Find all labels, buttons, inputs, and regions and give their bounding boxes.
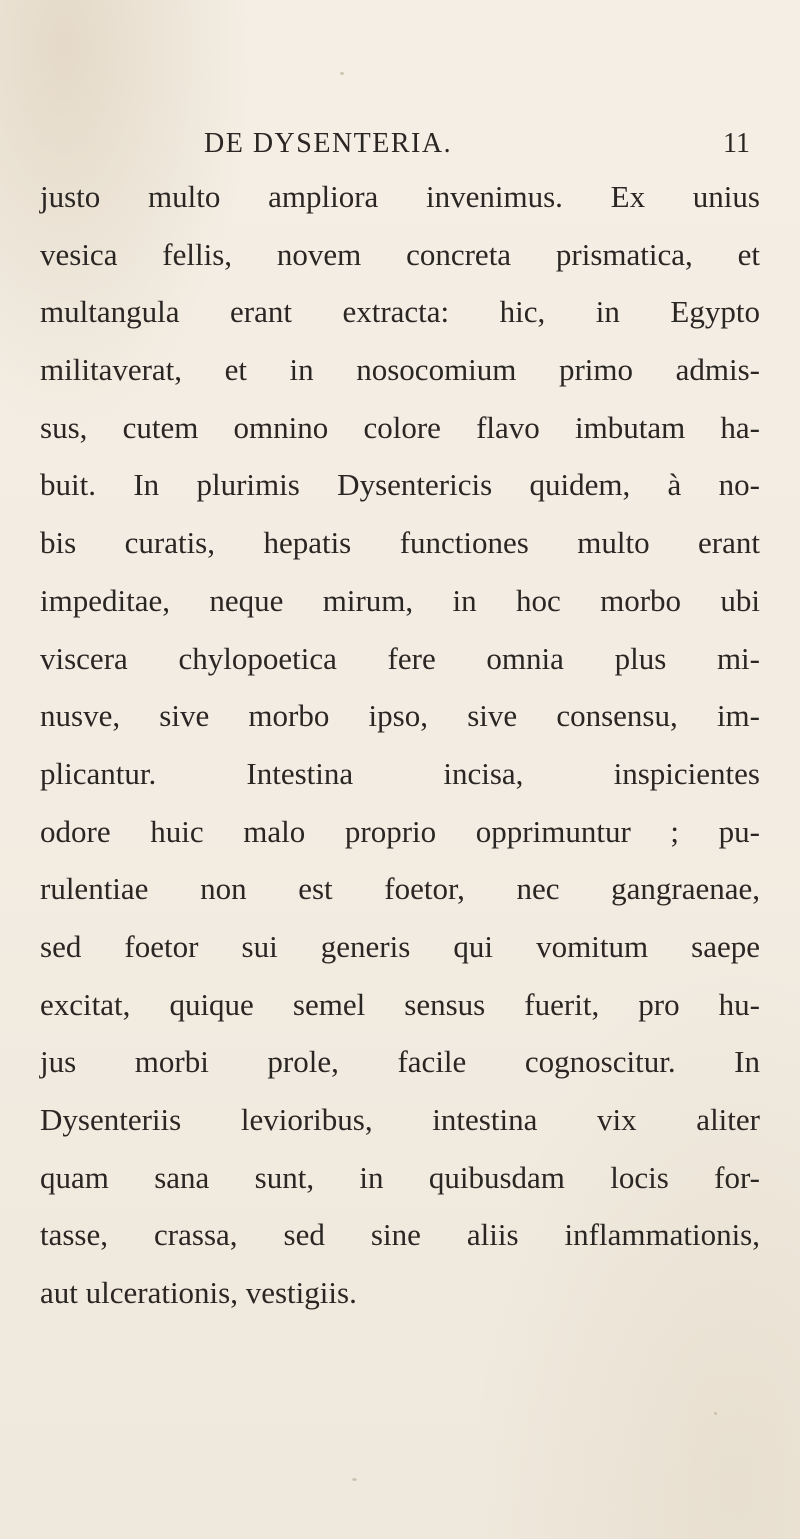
text-line-last: aut ulcerationis, vestigiis. — [40, 1275, 357, 1311]
text-line: tasse, crassa, sed sine aliis inflammationis, — [40, 1217, 760, 1253]
text-line: sed foetor sui generis qui vomitum saepe — [40, 928, 760, 964]
text-line: sus, cutem omnino colore flavo imbutam ha- — [40, 409, 760, 445]
text-line: militaverat, et in nosocomium primo admis- — [40, 352, 760, 388]
text-line: viscera chylopoetica fere omnia plus mi- — [40, 640, 760, 676]
paper-speck — [714, 1412, 717, 1415]
text-line: nusve, sive morbo ipso, sive consensu, im- — [40, 698, 760, 734]
running-head: DE DYSENTERIA. — [204, 128, 453, 159]
text-line: excitat, quique semel sensus fuerit, pro hu- — [40, 986, 760, 1022]
text-line: jus morbi prole, facile cognoscitur. In — [40, 1044, 760, 1080]
text-line: multangula erant extracta: hic, in Egypto — [40, 294, 760, 330]
text-line: justo multo ampliora invenimus. Ex unius — [40, 179, 760, 214]
text-line: quam sana sunt, in quibusdam locis for- — [40, 1159, 760, 1195]
text-line: impeditae, neque mirum, in hoc morbo ubi — [40, 582, 760, 618]
text-line: buit. In plurimis Dysentericis quidem, à no- — [40, 467, 760, 503]
text-line: vesica fellis, novem concreta prismatica, et — [40, 236, 760, 272]
body-text — [40, 168, 760, 1322]
paper-speck — [352, 1478, 357, 1481]
text-line: bis curatis, hepatis functiones multo erant — [40, 525, 760, 561]
text-line: Dysenteriis levioribus, intestina vix aliter — [40, 1102, 760, 1137]
paper-speck — [340, 72, 344, 75]
text-line: rulentiae non est foetor, nec gangraenae, — [40, 871, 760, 907]
text-line: odore huic malo proprio opprimuntur ; pu- — [40, 813, 760, 849]
text-line: plicantur. Intestina incisa, inspicientes — [40, 755, 760, 791]
page-number: 11 — [723, 128, 750, 159]
